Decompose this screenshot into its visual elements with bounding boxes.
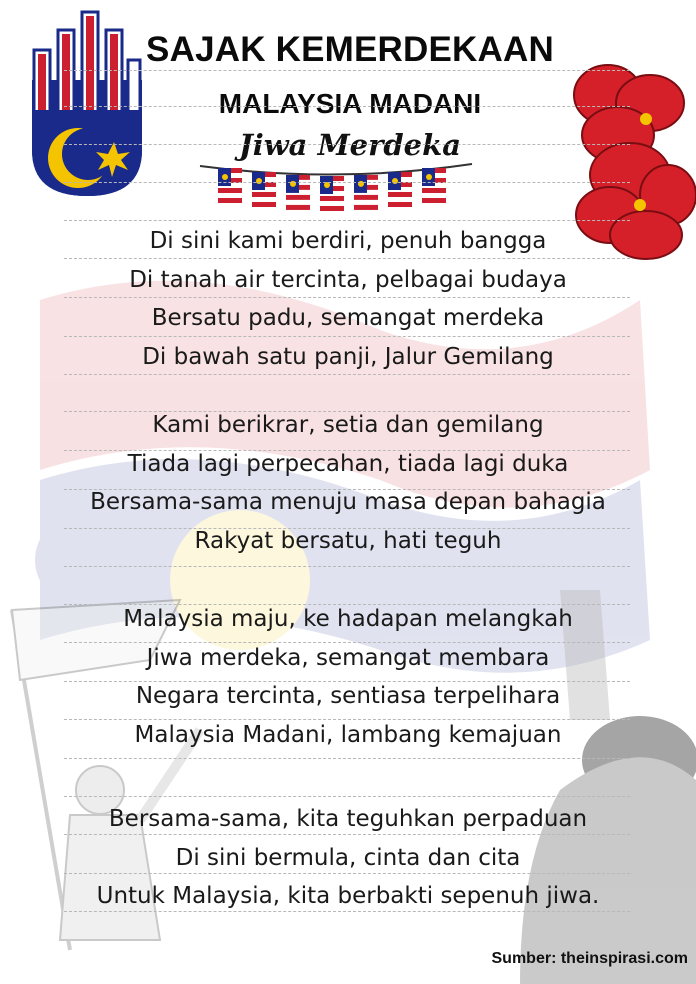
poem-line: Untuk Malaysia, kita berbakti sepenuh jiwa. xyxy=(96,883,600,909)
poem-line: Malaysia Madani, lambang kemajuan xyxy=(134,721,562,748)
ruled-line xyxy=(64,220,630,221)
ruled-line xyxy=(64,144,630,145)
bunting-flag-icon xyxy=(354,175,378,210)
ruled-line xyxy=(64,336,630,337)
poem-line: Negara tercinta, sentiasa terpelihara xyxy=(135,683,561,709)
ruled-line xyxy=(64,106,630,107)
bunting-flag-icon xyxy=(388,172,412,207)
source-credit: Sumber: theinspirasi.com xyxy=(491,950,688,967)
poem-line: Di sini bermula, cinta dan cita xyxy=(175,844,521,871)
bunting-flag-icon xyxy=(218,168,242,203)
ruled-line xyxy=(64,566,630,567)
page-title: SAJAK KEMERDEKAAN xyxy=(146,30,554,69)
poem-line: Jiwa merdeka, semangat membara xyxy=(146,644,550,671)
flag-bunting-icon xyxy=(196,160,476,224)
poem-line: Bersatu padu, semangat merdeka xyxy=(151,305,545,331)
ruled-line xyxy=(64,758,630,759)
madani-logo-icon xyxy=(28,10,146,205)
poem-line: Kami berikrar, setia dan gemilang xyxy=(152,412,544,438)
ruled-line xyxy=(64,70,630,71)
page-subtitle: MALAYSIA MADANI xyxy=(218,88,482,119)
bunting-flag-icon xyxy=(286,175,310,210)
poem-line: Tiada lagi perpecahan, tiada lagi duka xyxy=(127,450,569,477)
ruled-line xyxy=(64,834,630,835)
bunting-flag-icon xyxy=(252,172,276,207)
ruled-line xyxy=(64,911,630,912)
poem-line: Di bawah satu panji, Jalur Gemilang xyxy=(142,343,554,370)
ruled-line xyxy=(64,374,630,375)
poem-line: Malaysia maju, ke hadapan melangkah xyxy=(123,606,573,632)
tagline: Jiwa Merdeka xyxy=(238,128,462,162)
bunting-flag-icon xyxy=(422,168,446,203)
ruled-line xyxy=(64,796,630,797)
poem-line: Rakyat bersatu, hati teguh xyxy=(194,527,502,554)
poem-line: Bersama-sama menuju masa depan bahagia xyxy=(90,489,606,515)
poem-line: Di sini kami berdiri, penuh bangga xyxy=(149,228,547,254)
poem-line: Bersama-sama, kita teguhkan perpaduan xyxy=(108,806,588,832)
ruled-line xyxy=(64,297,630,298)
poem-line: Di tanah air tercinta, pelbagai budaya xyxy=(129,266,567,293)
ruled-line xyxy=(64,182,630,183)
ruled-line xyxy=(64,258,630,259)
ruled-line xyxy=(64,873,630,874)
